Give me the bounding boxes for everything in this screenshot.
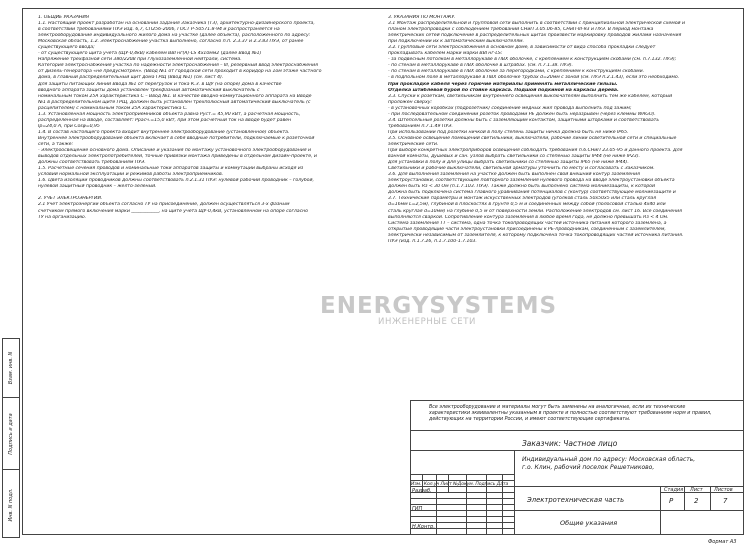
role-gip: ГИП <box>412 506 423 512</box>
note-line: Отделка штиблевой бурой по стойке каркаса. Подшой подкиной на каркасы дерева. <box>388 87 619 93</box>
note-line: 1.1. Настоящий проект разработан на основании задания Заказчика (ТЗ), архитектурно-дизайнерского проекта, <box>38 21 315 27</box>
note-line: Напряжение трехфазной сети 380/220В при глухозаземленной нейтрали, система. <box>38 57 242 63</box>
note-line: счетчиком прямого включения марки ____________, на щите учета ЩУ-0,4кВ, установленном на опоре согласно <box>38 208 308 214</box>
note-line: электрически независимым от заземлителя, к которому подключена точка токопроводящих частей источника питания. <box>388 232 684 238</box>
section-title: Электротехническая часть <box>527 496 625 504</box>
note-line: 1.3. Установленная мощность электроприемников объекта равна Руст.= 45,90 кВт, а расчетная мощность, <box>38 111 301 117</box>
note-line: существующего ввода; <box>38 45 95 51</box>
note-line: выводов отдельных электропотребителей, точные привязки монтажа приведены в отдельном дизайн-проекте, и <box>38 154 317 160</box>
binding-sidebar <box>2 338 20 538</box>
note-line: требованиям п.7.1.49 ПУЭ. <box>388 123 453 129</box>
stage-value: Р <box>669 497 674 505</box>
note-line: должны соответствовать требованиям ПУЭ. <box>38 160 146 166</box>
note-line: d=16мм L=2,5м), глубиной в плоскостях в грунте 0,5 м и соединенных между собой (полосовой сталью 4х40 или <box>388 202 666 208</box>
note-line: 3.7. Технические параметры и монтаж искусственных электродов (уголков сталь 50х50х5 или сталь круглая <box>388 196 656 202</box>
note-line: дома, в главный распределительный щит дома ГРЩ (Ввод №1) (см. лист 4). <box>38 75 224 81</box>
note-line: При выборе конкретных электроприборов освещения соблюдать требования п.6.СНиП 23.05-95 и данного проекта. Для <box>388 148 683 154</box>
note-line: должен быть Rз < 30 Ом (п.1.7.103. ПУЭ). Также должно быть выполнено система молниезащиты, к которой <box>388 184 655 190</box>
hdr-list: Лист <box>440 482 452 487</box>
watermark-logo-text: ENERGYSYSTEMS <box>320 293 558 319</box>
note-line: проложен сверху: <box>388 99 432 105</box>
note-line: - по стенам в металлорукаве в ПВХ оболочке в штрабах. (см. п.7.1.38. ПУЭ). <box>388 63 573 69</box>
general-notes-column <box>38 15 330 221</box>
note-line: прокладывать кабелем марки марки ВВГнг-LS: <box>388 51 503 57</box>
note-line: сталь круглая d=10мм) на глубине 0,5 м от поверхности земли. Расположение электродов см. лист 16. Все соединения <box>388 208 682 214</box>
note-line: выполняются сваркой. Сопротивление контура заземления в любое время года, не должно превышать Rз < 4 Ом. <box>388 214 669 220</box>
note-line: электроустановки, соответствующее повторного заземления нулевого провода на вводе электроустановки объекта <box>388 178 675 184</box>
note-line: 3.5. Основное освещение помещений светильники, выключатели, рабочие линии осветительной сети и специальные <box>388 135 677 141</box>
note-line: Категория электроснабжения участка по надежности электроснабжения – III, резервный ввод электроснабжения <box>38 63 318 69</box>
note-line: 3. УКАЗАНИЯ ПО МОНТАЖУ. <box>388 15 456 20</box>
revision-header <box>411 482 508 487</box>
note-line: 2. УЧЕТ ЭЛЕКТРОЭНЕРГИИ. <box>38 196 103 202</box>
note-line: - в подпольном поле в металлорукаве в ПВХ оболочке трубах d=20мм с зоной (см. ПУЭ п.2.1.43), если это необходимо. <box>388 75 680 81</box>
note-line: 1.5. Расчетные сечения проводов и номинальные токи аппаратов защиты и коммутации выбраны исходя из <box>38 166 304 172</box>
note-line: №1 в распределительном щите ГРЩ, должен быть установлен трехполюсный автоматический выключатель (с <box>38 99 311 105</box>
note-line: 3.2. Групповые сети электроснабжения в основном доме, в зависимости от вида способа прокладки следует <box>388 45 656 51</box>
object-address-line1: Индивидуальный дом по адресу: Московская область, <box>522 456 696 463</box>
hdr-sign: Подпись <box>475 482 496 487</box>
note-line: - за подвесным потолком в металлорукаве в ПВХ оболочке, с креплением к конструкциям скобами (см. п.7.132. ПУЭ); <box>388 57 677 63</box>
note-line: от дизель-генератора «не предусмотрен». (Ввод №1 от городской сети проходит в коридор на 1ом этаже частного <box>38 69 322 75</box>
note-line: Для защиты питающих линий Ввода №1 от перегрузок и тока К.З. в ЩУ (на опоре) дома в качестве <box>38 81 282 87</box>
note-line: 3.6. Для выполнения заземления на участке должен быть выполнен свой внешний контур заземления <box>388 172 640 178</box>
sidebar-cell-replace <box>3 339 19 397</box>
note-line: 3.1 Монтаж распределительной и групповой сети выполнить в соответствии с принципиальной электрической схемой и <box>388 21 685 27</box>
note-line: номинальным током 25А характеристика С – Ввод №1. В качестве вводно-коммутационного аппарата на Вводе <box>38 93 312 99</box>
note-line: Для установки в полу и для улицы выбрать светильники со степенью защиты IP65 (не ниже IP44). <box>388 160 629 166</box>
note-line: расцепителем) с номинальным током 25А характеристика С. <box>38 105 188 111</box>
note-line: в соответствии требованиями ПУЭ изд. 6,7, СП256-2006, ГОСТ Р-50571.8-94 и распространяется на <box>38 27 280 33</box>
note-line: вводного аппарата защиты дома установлен трехфазный автоматический выключатель с <box>38 87 260 93</box>
watermark-subtitle: ИНЖЕНЕРНЫЕ СЕТИ <box>378 317 476 327</box>
hdr-date: Дата <box>496 482 509 487</box>
note-line: сети, а также: <box>38 141 74 147</box>
note-line: Система заземления ТТ – система, одна точка токопроводящих частей источника питания которого заземлена, а <box>388 220 667 226</box>
note-line: - от существующего щита учета (ЩУ-0,4кВ) кабелем ВВГнг(А)-LS 4х10мм2 (далее Ввод №1) <box>38 51 262 57</box>
sidebar-cell-inventory <box>3 469 19 539</box>
note-line: 1.6. Цвета изоляции проводников должны соответствовать п.2.1.31 ПУЭ: нулевой рабочий проводник – голубой, <box>38 178 314 184</box>
note-line: При использовании под розетки ничкой в полу степень защиты ничка должна быть не ниже IP65. <box>388 129 629 135</box>
note-line: ПУЭ (изд. п.1.7.26, п.1.7.100-1.7.103. <box>388 238 477 244</box>
hdr-doc: №Докум. <box>453 482 474 487</box>
note-line: условий нормальной эксплуатации и режимов работы электроприемников. <box>38 172 224 178</box>
note-line: электрические сети. <box>388 141 439 147</box>
note-line: 3.3. Спуски к розеткам, светильникам внутреннего освещения выключателям выполнить тем же кабелем, который <box>388 93 673 99</box>
note-line: открытые проводящие части электроустановки присоединены к РЕ-проводникам, соединенным с заземлителем, <box>388 226 666 232</box>
note-line: распределенная на Вводе, составляет: Ррасч.=15,0 кВт, при этом расчетный ток на вводе будет равен <box>38 117 292 123</box>
sheets-value: 7 <box>723 497 728 505</box>
note-line: 1.4. В состав настоящего проекта входит внутреннее электрооборудование (установленное) объекта. <box>38 129 290 135</box>
sheet-value: 2 <box>694 497 699 505</box>
note-line: Московская область, 1.2. Электроснабжение участка выполнено, согласно п.п. 2.3.37 и 2.3.83 ПУЭ, от ранее <box>38 39 304 45</box>
note-line: Светильники и рабочие выключатели, светильной арматуры уточнить по месту и согласовать с Заказчиком. <box>388 166 655 172</box>
sidebar-label-signature: Подпись и дата <box>8 412 14 455</box>
note-line: при подключении их к автоматическим выключателям. <box>388 39 524 45</box>
sheet-label: Лист <box>690 487 703 493</box>
note-line: Внутреннее электрооборудование объекта включает в себя вводные потребители, подключаемые к розеточной <box>38 135 315 141</box>
sidebar-label-inventory: Инв. N подл. <box>8 487 14 522</box>
role-nkontr: Н.Контр. <box>412 524 435 530</box>
notice-line: действующих на территории России, и имеют соответствующие сертификаты. <box>429 417 631 422</box>
sheets-label: Листов <box>714 487 733 493</box>
note-line: нулевой защитный проводник – желто-зеленый. <box>38 184 157 190</box>
notice-text <box>429 405 712 423</box>
note-line: При прокладке кабеля через горючие материалы применять металлические гильзы. <box>388 81 618 87</box>
note-line: должна быть подключена система главного уравнивания потенциалов с (контур) соответствующее молниезащите и <box>388 190 676 196</box>
notice-line: характеристики эквивалентны указанным в проекте и полностью соответствуют требованиям норм и правил, <box>429 411 712 416</box>
title-block <box>410 400 744 535</box>
note-line: - Электроосвещение основного дома. Описание и указания по монтажу установочного электрооборудования и <box>38 148 311 154</box>
note-line: электрических сетей подключение в распределительных щитах произвести маркировку проводов жилами назначения <box>388 33 682 39</box>
note-line: 1. ОБЩИЕ УКАЗАНИЯ <box>38 15 89 20</box>
format-label: Формат А3 <box>708 539 737 545</box>
note-line: - в установочных коробках (подрозетник) соединение медных жил провода выполнить под зажим; <box>388 105 632 111</box>
note-line: ТУ на организацию. <box>38 214 87 220</box>
hdr-koluch: Кол.уч <box>423 482 440 487</box>
note-line: электрооборудование индивидуального жилого дома на участке (далее объекта), расположенного по адресу: <box>38 33 311 39</box>
note-line: 2.1 Учет электроэнергии объекта согласно ТУ на присоединение, должен осуществляться 3-х фазным <box>38 202 290 208</box>
note-line: - по стенам в металлорукаве в ПВХ оболочке за перегородками, с креплением к конструкциям скобами. <box>388 69 645 75</box>
sidebar-cell-signature <box>3 397 19 469</box>
role-razrab: Разраб. <box>412 488 432 494</box>
note-line: - при последовательном соединении розеток проводами РЕ должен быть неразрывен (через клеммы WAGO). <box>388 111 656 117</box>
notice-line: Все электрооборудование и материалы могут быть заменены на аналогичные, если их технические <box>429 405 686 410</box>
object-address-line2: г.о. Клин, рабочий поселок Решетниково, <box>522 464 655 471</box>
note-line: Iр=24,0 А, при Cosφ=0,95 <box>38 123 100 129</box>
hdr-izm: Изм. <box>411 482 422 487</box>
note-line: ванной комнаты, душевых и сан. узлов выбрать светильники со степенью защиты IP44 (не ниже IP23). <box>388 154 640 160</box>
sidebar-label-replace: Взам. инв. N <box>8 351 14 385</box>
customer-label: Заказчик: Частное лицо <box>522 439 618 448</box>
note-line: 3.4. Штепсельные розетки должны быть с заземляющим контактом, защитными шторками и соответствовать <box>388 117 660 123</box>
installation-notes-column <box>388 15 744 245</box>
document-title: Общие указания <box>560 519 618 527</box>
note-line: планом электропроводки с соблюдением требований СНиП 3.05.06-85, СНиП-III-93 и ПУЭ. В период монтажа <box>388 27 654 33</box>
stage-label: Стадия <box>664 487 684 493</box>
